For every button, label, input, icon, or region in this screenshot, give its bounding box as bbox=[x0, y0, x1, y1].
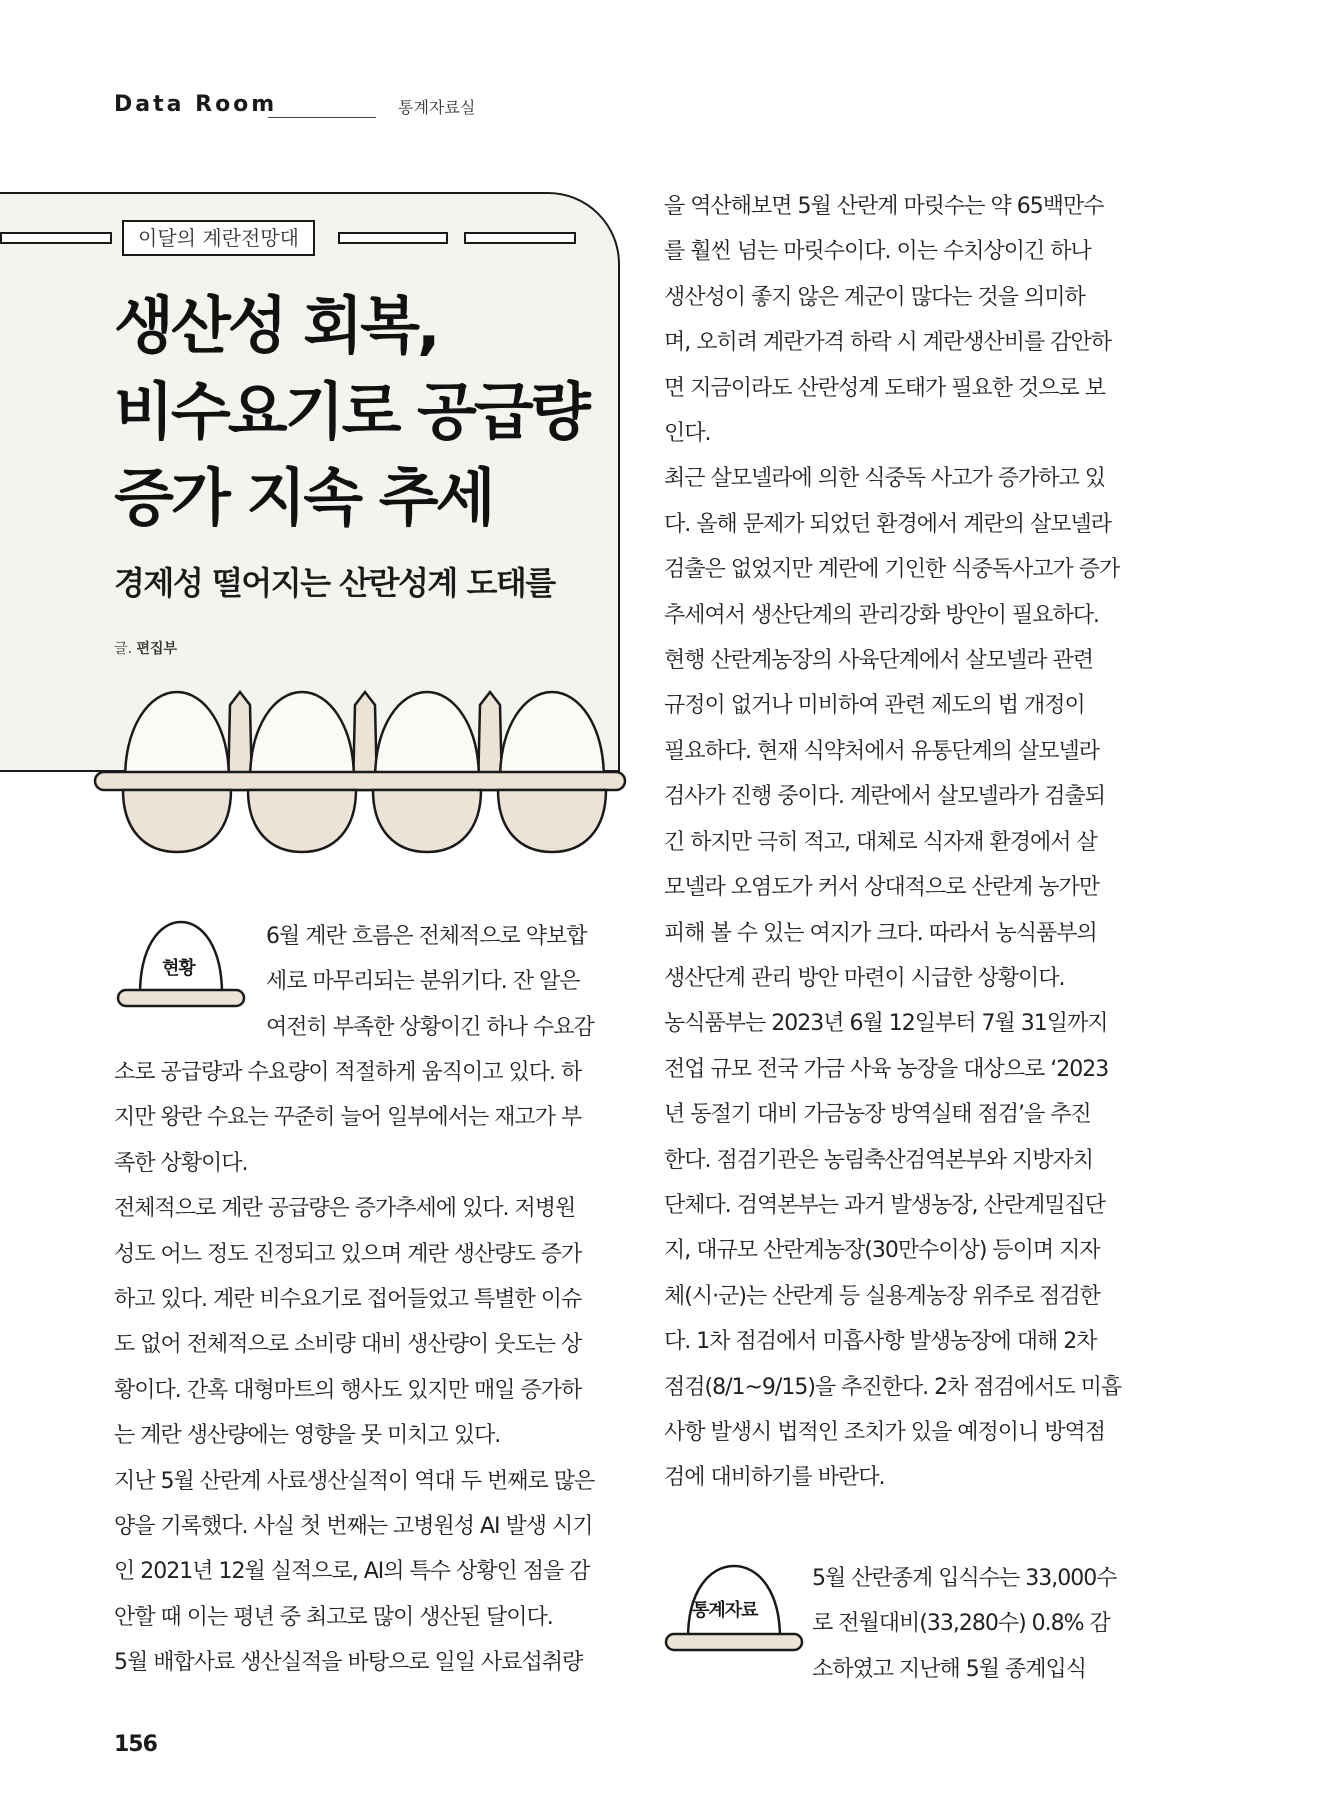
text-line: 소로 공급량과 수요량이 적절하게 움직이고 있다. 하 bbox=[114, 1060, 582, 1085]
byline-prefix: 글. bbox=[114, 641, 132, 657]
text-line: 긴 하지만 극히 적고, 대체로 식자재 환경에서 살 bbox=[664, 829, 1097, 855]
text-line: 며, 오히려 계란가격 하락 시 계란생산비를 감안하 bbox=[664, 330, 1111, 356]
badge-base bbox=[118, 990, 244, 1006]
section-name: 통계자료실 bbox=[398, 98, 476, 117]
text-line: 5월 배합사료 생산실적을 바탕으로 일일 사료섭취량 bbox=[114, 1650, 583, 1676]
text-line: 다. 1차 점검에서 미흡사항 발생농장에 대해 2차 bbox=[664, 1329, 1097, 1355]
byline bbox=[114, 638, 177, 658]
title-line: 증가 지속 추세 bbox=[114, 461, 493, 534]
text-line: 검출은 없었지만 계란에 기인한 식중독사고가 증가 bbox=[664, 557, 1120, 583]
text-line: 인 2021년 12월 실적으로, AI의 특수 상황인 점을 감 bbox=[114, 1559, 590, 1585]
text-line: 지만 왕란 수요는 꾸준히 늘어 일부에서는 재고가 부 bbox=[114, 1105, 582, 1131]
right-column-stats bbox=[812, 1556, 1116, 1692]
text-line: 사항 발생시 법적인 조치가 있을 예정이니 방역점 bbox=[664, 1419, 1106, 1445]
text-line: 전업 규모 전국 가금 사육 농장을 대상으로 ‘2023 bbox=[664, 1056, 1109, 1082]
left-column-intro bbox=[266, 914, 594, 1050]
left-column-body bbox=[114, 1050, 594, 1686]
text-line: 최근 살모넬라에 의한 식중독 사고가 증가하고 있 bbox=[664, 466, 1106, 492]
text-line: 는 계란 생산량에는 영향을 못 미치고 있다. bbox=[114, 1423, 501, 1449]
text-line: 농식품부는 2023년 6월 12일부터 7월 31일까지 bbox=[664, 1011, 1108, 1037]
magazine-section-brand: Data Room bbox=[114, 92, 278, 117]
status-badge-label: 현황 bbox=[162, 958, 195, 979]
text-line: 다. 올해 문제가 되었던 환경에서 계란의 살모넬라 bbox=[664, 511, 1111, 537]
text-line: 면 지금이라도 산란성계 도태가 필요한 것으로 보 bbox=[664, 375, 1106, 401]
text-line: 점검(8/1~9/15)을 추진한다. 2차 점검에서도 미흡 bbox=[664, 1374, 1122, 1400]
text-line: 추세여서 생산단계의 관리강화 방안이 필요하다. bbox=[664, 602, 1100, 628]
text-line: 6월 계란 흐름은 전체적으로 약보합 bbox=[266, 924, 587, 949]
text-line: 양을 기록했다. 사실 첫 번째는 고병원성 AI 발생 시기 bbox=[114, 1514, 593, 1540]
text-line: 한다. 점검기관은 농림축산검역본부와 지방자치 bbox=[664, 1147, 1094, 1173]
stats-badge-label: 통계자료 bbox=[692, 1600, 758, 1621]
text-line: 여전히 부족한 상황이긴 하나 수요감 bbox=[266, 1014, 594, 1040]
text-line: 5월 산란종계 입식수는 33,000수 bbox=[812, 1566, 1117, 1591]
text-line: 도 없어 전체적으로 소비량 대비 생산량이 웃도는 상 bbox=[114, 1332, 582, 1358]
text-line: 필요하다. 현재 식약처에서 유통단계의 살모넬라 bbox=[664, 738, 1100, 764]
text-line: 을 역산해보면 5월 산란계 마릿수는 약 65백만수 bbox=[664, 194, 1104, 219]
text-line: 모넬라 오염도가 커서 상대적으로 산란계 농가만 bbox=[664, 875, 1100, 901]
text-line: 생산성이 좋지 않은 계군이 많다는 것을 의미하 bbox=[664, 284, 1085, 310]
text-line: 인다. bbox=[664, 421, 711, 447]
tray-rim bbox=[95, 772, 625, 790]
text-line: 소하였고 지난해 5월 종계입식 bbox=[812, 1656, 1087, 1682]
text-line: 단체다. 검역본부는 과거 발생농장, 산란계밀집단 bbox=[664, 1192, 1106, 1218]
byline-author: 편집부 bbox=[136, 641, 178, 657]
text-line: 년 동절기 대비 가금농장 방역실태 점검’을 추진 bbox=[664, 1102, 1091, 1128]
text-line: 세로 마무리되는 분위기다. 잔 알은 bbox=[266, 969, 580, 995]
text-line: 황이다. 간혹 대형마트의 행사도 있지만 매일 증가하 bbox=[114, 1377, 582, 1403]
tray-cup bbox=[498, 790, 606, 852]
text-line: 전체적으로 계란 공급량은 증가추세에 있다. 저병원 bbox=[114, 1196, 576, 1222]
right-column-body bbox=[664, 184, 1121, 1501]
badge-base bbox=[666, 1634, 802, 1650]
text-line: 지난 5월 산란계 사료생산실적이 역대 두 번째로 많은 bbox=[114, 1468, 595, 1494]
text-line: 안할 때 이는 평년 중 최고로 많이 생산된 달이다. bbox=[114, 1604, 553, 1630]
text-line: 를 훨씬 넘는 마릿수이다. 이는 수치상이긴 하나 bbox=[664, 239, 1091, 265]
kicker-bar-middle bbox=[338, 232, 448, 244]
page-number: 156 bbox=[114, 1732, 157, 1757]
title-line: 비수요기로 공급량 bbox=[114, 375, 588, 448]
egg-icon bbox=[250, 692, 354, 780]
header-divider bbox=[268, 117, 376, 118]
text-line: 생산단계 관리 방안 마련이 시급한 상황이다. bbox=[664, 965, 1065, 991]
egg-icon bbox=[500, 692, 604, 780]
text-line: 규정이 없거나 미비하여 관련 제도의 법 개정이 bbox=[664, 693, 1085, 719]
text-line: 성도 어느 정도 진정되고 있으며 계란 생산량도 증가 bbox=[114, 1241, 582, 1267]
text-line: 체(시·군)는 산란계 등 실용계농장 위주로 점검한 bbox=[664, 1283, 1100, 1309]
egg-icon bbox=[375, 692, 479, 780]
tray-cup bbox=[373, 790, 481, 852]
kicker-row bbox=[0, 220, 600, 256]
tray-cup bbox=[123, 790, 231, 852]
title-line: 생산성 회복, bbox=[114, 289, 438, 362]
egg-tray-illustration bbox=[90, 680, 630, 870]
kicker-label: 이달의 계란전망대 bbox=[122, 220, 315, 256]
egg-icon bbox=[125, 692, 229, 780]
text-line: 현행 산란계농장의 사육단계에서 살모넬라 관련 bbox=[664, 648, 1094, 674]
text-line: 로 전월대비(33,280수) 0.8% 감 bbox=[812, 1611, 1110, 1637]
kicker-bar-right bbox=[464, 232, 576, 244]
text-line: 피해 볼 수 있는 여지가 크다. 따라서 농식품부의 bbox=[664, 920, 1097, 946]
article-subtitle: 경제성 떨어지는 산란성계 도태를 bbox=[114, 564, 555, 602]
tray-cup bbox=[248, 790, 356, 852]
text-line: 하고 있다. 계란 비수요기로 접어들었고 특별한 이슈 bbox=[114, 1287, 582, 1313]
text-line: 검에 대비하기를 바란다. bbox=[664, 1465, 885, 1491]
kicker-bar-left bbox=[0, 232, 112, 244]
text-line: 지, 대규모 산란계농장(30만수이상) 등이며 지자 bbox=[664, 1238, 1100, 1264]
article-title bbox=[114, 283, 614, 541]
text-line: 족한 상황이다. bbox=[114, 1150, 248, 1176]
text-line: 검사가 진행 중이다. 계란에서 살모넬라가 검출되 bbox=[664, 784, 1106, 810]
